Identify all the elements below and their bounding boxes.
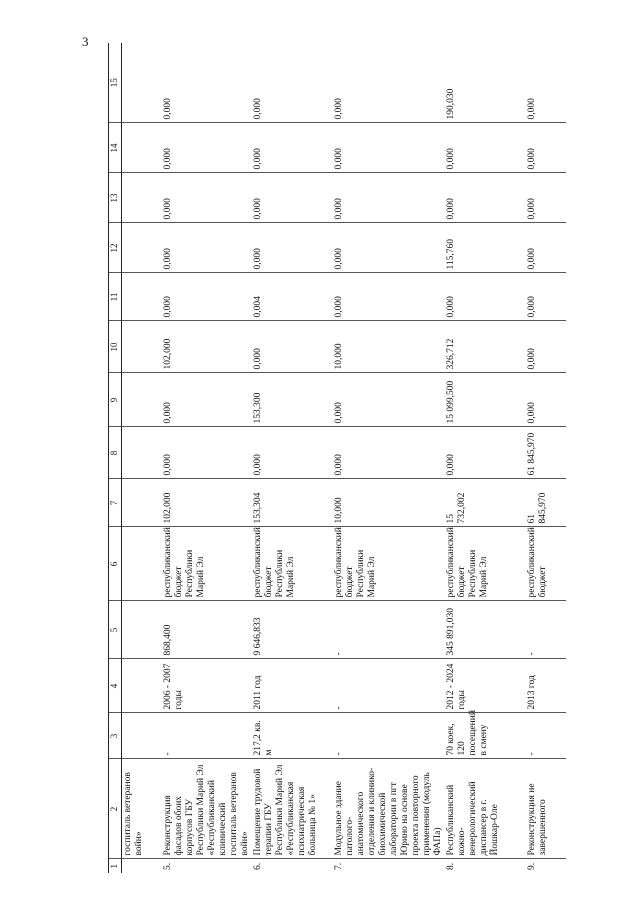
value-col-14: 0,000 (333, 123, 445, 173)
funding-source: республиканский бюджет Республики Марий Эл (445, 527, 526, 601)
header-cell: 10 (109, 321, 122, 373)
table-row (445, 43, 526, 873)
period: 2012 - 2024 годы (445, 659, 526, 713)
value-col-13: 0,000 (526, 173, 566, 223)
value-col-14: 0,000 (252, 123, 333, 173)
funding-source: республиканский бюджет Республики Марий Эл (252, 527, 333, 601)
header-cell: 12 (109, 223, 122, 273)
period: 2006 - 2007 годы (162, 659, 252, 713)
capacity: - (162, 713, 252, 759)
continuation-row (122, 43, 163, 873)
value-col-11: 0,000 (445, 273, 526, 321)
rotated-table-container (108, 43, 548, 873)
capacity: - (526, 713, 566, 759)
capacity: - (333, 713, 445, 759)
funding-source: республиканский бюджет (526, 527, 566, 601)
value-col-15: 0,000 (162, 43, 252, 123)
value-col-12: 0,000 (526, 223, 566, 273)
capacity: 70 коек, 120 посещений в смену (445, 713, 526, 759)
row-number: 6. (253, 862, 263, 870)
total-value: 102,000 (162, 479, 252, 527)
row-number: 5. (163, 862, 173, 870)
object-name: Республиканский кожно-венерологический диспансер в г. Йошкар-Оле (445, 759, 526, 859)
estimated-cost: 345 891,030 (445, 601, 526, 659)
value-col-15: 0,000 (252, 43, 333, 123)
period: 2011 год (252, 659, 333, 713)
value-col-13: 0,000 (445, 173, 526, 223)
value-col-9: 153,300 (252, 373, 333, 427)
value-col-8: 0,000 (333, 427, 445, 479)
estimated-cost: 9 646,833 (252, 601, 333, 659)
value-col-12: 0,000 (333, 223, 445, 273)
row-number: 8. (446, 862, 456, 870)
period: 2013 год (526, 659, 566, 713)
header-cell: 13 (109, 173, 122, 223)
total-value: 153,304 (252, 479, 333, 527)
estimated-cost: 868,400 (162, 601, 252, 659)
value-col-9: 0,000 (162, 373, 252, 427)
value-col-9: 0,000 (333, 373, 445, 427)
value-col-13: 0,000 (162, 173, 252, 223)
total-value: 15 732,002 (445, 479, 526, 527)
object-name: Модульное здание патолого-анатомического отделения и клинико-биохимической лаборатории в пгт Юрино на основе проекта повторного применения (модуль ФАПа) (333, 759, 445, 859)
table-row (162, 43, 252, 873)
value-col-15: 0,000 (526, 43, 566, 123)
table-row (252, 43, 333, 873)
value-col-8: 0,000 (445, 427, 526, 479)
funding-source: республиканский бюджет Республики Марий Эл (333, 527, 445, 601)
object-name: Помещение трудовой терапии ГБУ Республики Марий Эл «Республиканская психиатрическая больница № 1» (252, 759, 333, 859)
estimated-cost: - (333, 601, 445, 659)
header-cell: 1 (109, 859, 122, 873)
object-name: Реконструкция не завершенного (526, 759, 566, 859)
row-number: 9. (527, 862, 537, 870)
header-cell: 8 (109, 427, 122, 479)
header-cell: 5 (109, 601, 122, 659)
value-col-13: 0,000 (252, 173, 333, 223)
value-col-10: 0,000 (252, 321, 333, 373)
header-cell: 2 (109, 759, 122, 859)
continuation-text: госпиталь ветеранов войн» (122, 759, 163, 859)
total-value: 10,000 (333, 479, 445, 527)
header-cell: 14 (109, 123, 122, 173)
budget-table (108, 43, 566, 873)
value-col-9: 15 099,500 (445, 373, 526, 427)
funding-source: республиканский бюджет Республики Марий Эл (162, 527, 252, 601)
value-col-14: 0,000 (162, 123, 252, 173)
value-col-11: 0,000 (162, 273, 252, 321)
value-col-11: 0,000 (333, 273, 445, 321)
estimated-cost: - (526, 601, 566, 659)
value-col-12: 0,000 (252, 223, 333, 273)
value-col-12: 115,760 (445, 223, 526, 273)
header-cell: 3 (109, 713, 122, 759)
header-cell: 9 (109, 373, 122, 427)
value-col-15: 0,000 (333, 43, 445, 123)
header-cell: 15 (109, 43, 122, 123)
value-col-9: 0,000 (526, 373, 566, 427)
header-cell: 6 (109, 527, 122, 601)
total-value: 61 845,970 (526, 479, 566, 527)
header-row (109, 43, 122, 873)
value-col-15: 190,030 (445, 43, 526, 123)
row-number: 7. (334, 862, 344, 870)
value-col-12: 0,000 (162, 223, 252, 273)
header-cell: 7 (109, 479, 122, 527)
object-name: Реконструкция фасадов обоих корпусов ГБУ Республики Марий Эл «Республиканский клинический госпиталь ветеранов войн» (162, 759, 252, 859)
table-body (162, 43, 566, 873)
value-col-8: 0,000 (252, 427, 333, 479)
value-col-10: 10,000 (333, 321, 445, 373)
value-col-11: 0,000 (526, 273, 566, 321)
value-col-14: 0,000 (526, 123, 566, 173)
value-col-13: 0,000 (333, 173, 445, 223)
value-col-10: 326,712 (445, 321, 526, 373)
value-col-8: 0,000 (162, 427, 252, 479)
value-col-14: 0,000 (445, 123, 526, 173)
header-cell: 4 (109, 659, 122, 713)
capacity: 217,2 кв. м (252, 713, 333, 759)
value-col-11: 0,004 (252, 273, 333, 321)
value-col-10: 0,000 (526, 321, 566, 373)
page-number: 3 (82, 34, 89, 49)
header-cell: 11 (109, 273, 122, 321)
value-col-10: 102,000 (162, 321, 252, 373)
value-col-8: 61 845,970 (526, 427, 566, 479)
period: - (333, 659, 445, 713)
table-row (333, 43, 445, 873)
table-row (526, 43, 566, 873)
